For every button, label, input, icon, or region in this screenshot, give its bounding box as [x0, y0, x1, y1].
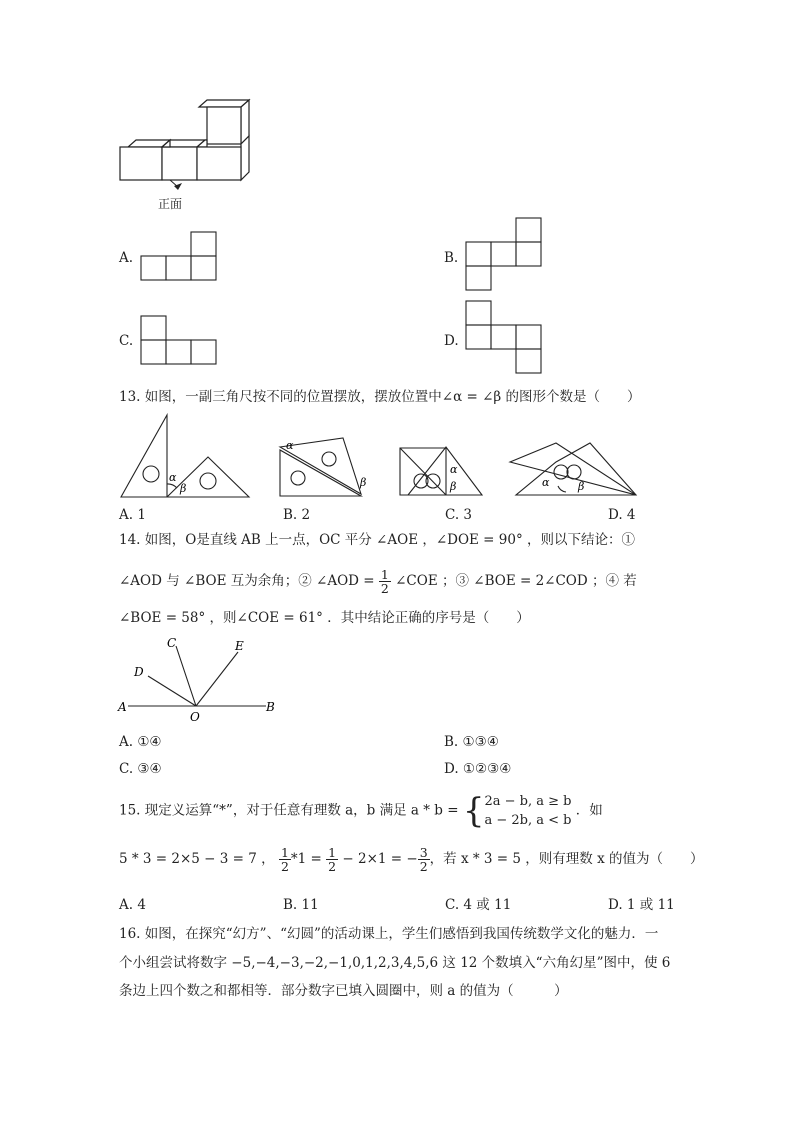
q14-fraction: $\frac{1}{2}$: [380, 567, 389, 596]
q12-option-d-label[interactable]: D.: [444, 333, 459, 349]
q12-option-d-figure: [464, 300, 544, 378]
q13-figure-b: [276, 410, 376, 500]
q15-line1: 15. 现定义运算“*”，对于任意有理数 a，b 满足 a * b = { 2a − b, a ≥ b a − 2b, a < b ．如: [119, 791, 603, 831]
q12-option-c-label[interactable]: C.: [119, 333, 134, 349]
q14-angle-figure: [116, 632, 281, 724]
q16-line2: 个小组尝试将数字 −5,−4,−3,−2,−1,0,1,2,3,4,5,6 这 12 个数填入“六角幻星”图中，使 6: [119, 955, 671, 971]
q13-figure-a: [118, 412, 253, 500]
q14-option-c[interactable]: C. ③④: [119, 761, 162, 777]
q12-option-c-figure: [139, 314, 219, 366]
q15-cases: 2a − b, a ≥ b a − 2b, a < b: [484, 794, 572, 828]
q12-option-b-label[interactable]: B.: [444, 250, 459, 266]
q13-option-d[interactable]: D. 4: [608, 507, 636, 523]
q16-line1: 16. 如图，在探究“幻方”、“幻圆”的活动课上，学生们感悟到我国传统数学文化的魅力．一: [119, 926, 659, 942]
q13-figure-d: [506, 440, 641, 500]
q13-option-c[interactable]: C. 3: [445, 507, 473, 523]
svg-text:β: β: [450, 480, 457, 493]
svg-text:β: β: [180, 482, 187, 495]
q12-option-a-label[interactable]: A.: [119, 250, 134, 266]
q13-option-b[interactable]: B. 2: [283, 507, 311, 523]
q14-option-a[interactable]: A. ①④: [119, 734, 162, 750]
label-c: C: [167, 636, 177, 650]
svg-text:β: β: [578, 480, 585, 493]
q14-line3: ∠BOE = 58° ，则∠COE = 61° ．其中结论正确的序号是（ ）: [119, 610, 530, 626]
label-b: B: [266, 700, 275, 714]
svg-text:α: α: [542, 476, 550, 489]
q14-line1: 14. 如图，O是直线 AB 上一点，OC 平分 ∠AOE ，∠DOE = 90° ，则以下结论：①: [119, 532, 636, 548]
q15-option-a[interactable]: A. 4: [119, 897, 146, 913]
label-a: A: [118, 700, 127, 714]
label-d: D: [134, 665, 144, 679]
front-label: 正面: [158, 197, 183, 211]
q13-option-a[interactable]: A. 1: [119, 507, 146, 523]
svg-text:α: α: [450, 463, 458, 476]
q15-option-b[interactable]: B. 11: [283, 897, 319, 913]
q13-stem: 13. 如图，一副三角尺按不同的位置摆放，摆放位置中∠α = ∠β 的图形个数是（ ）: [119, 389, 641, 405]
q12-option-b-figure: [464, 217, 544, 295]
q12-3d-figure: [112, 90, 262, 215]
q15-option-d[interactable]: D. 1 或 11: [608, 897, 675, 913]
svg-text:α: α: [286, 439, 294, 452]
q16-line3: 条边上四个数之和都相等．部分数字已填入圆圈中，则 a 的值为（ ）: [119, 983, 568, 999]
q15-option-c[interactable]: C. 4 或 11: [445, 897, 512, 913]
q14-line2: ∠AOD 与 ∠BOE 互为余角；② ∠AOD = $\frac{1}{2}$ ∠COE ；③ ∠BOE = 2∠COD ；④ 若: [119, 567, 637, 596]
q12-option-a-figure: [140, 230, 220, 282]
label-o: O: [190, 710, 200, 724]
svg-text:β: β: [360, 476, 367, 489]
label-e: E: [235, 639, 244, 653]
q13-figure-c: [398, 445, 488, 500]
q14-option-d[interactable]: D. ①②③④: [444, 761, 512, 777]
q14-option-b[interactable]: B. ①③④: [444, 734, 499, 750]
q15-line2: 5 * 3 = 2×5 − 3 = 7 ， $\frac{1}{2}$ *1 = $\frac{1}{2}$ − 2×1 = − $\frac{3}{2}$ ，若 x * 3 = 5 ，则有理数 x 的值为（ ）: [119, 845, 704, 874]
svg-text:α: α: [169, 471, 177, 484]
brace-icon: {: [462, 791, 485, 831]
